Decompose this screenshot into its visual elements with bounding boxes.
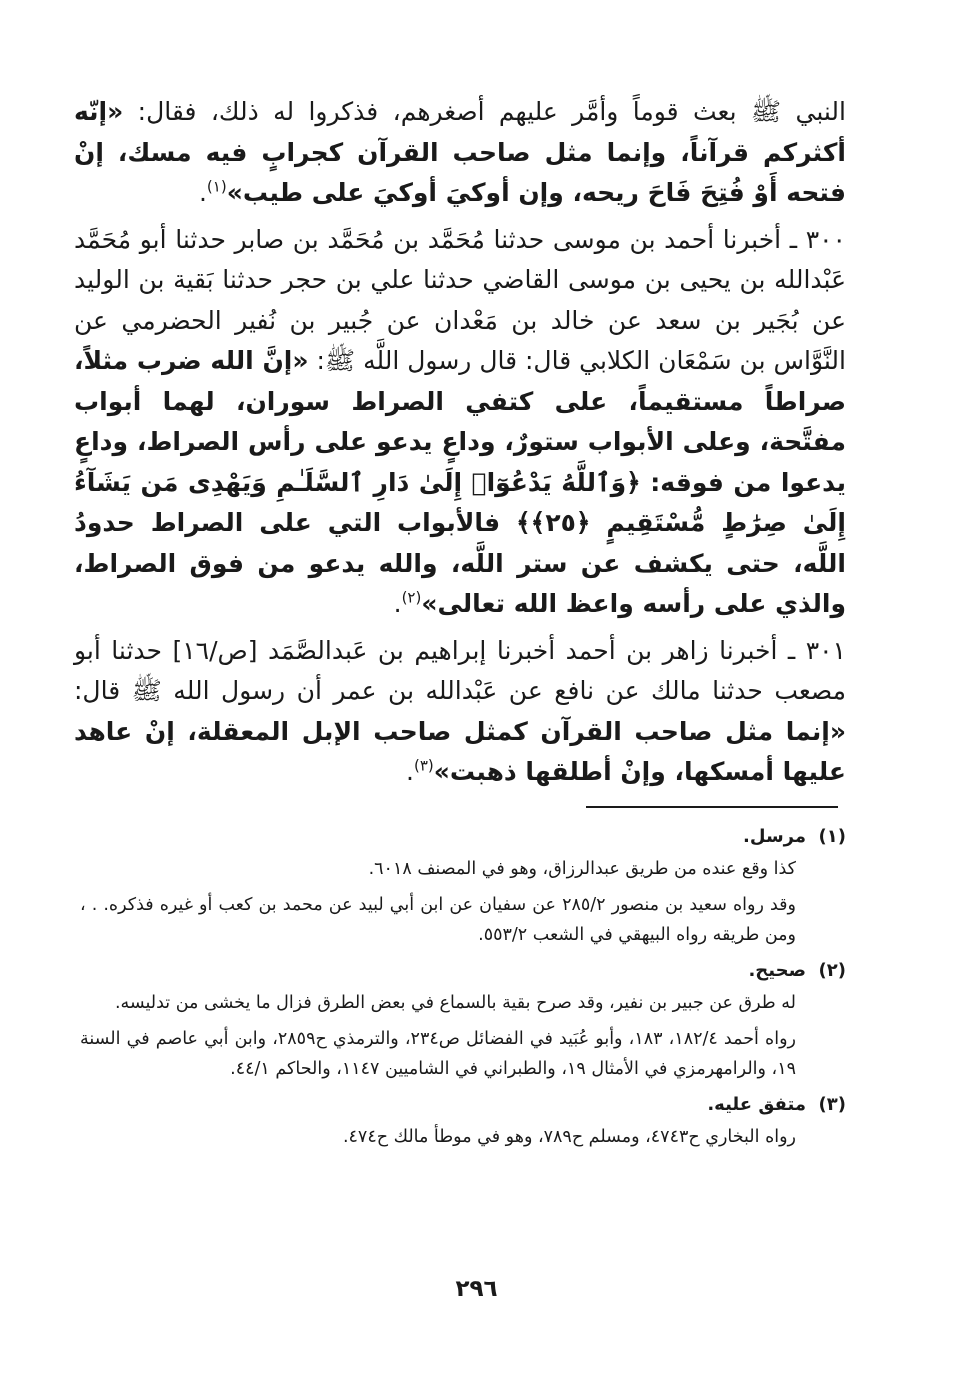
footnote-number: (١) bbox=[818, 826, 846, 847]
footnote-title: متفق عليه. bbox=[707, 1094, 806, 1115]
period: . bbox=[198, 178, 207, 207]
paragraph-text: ٣٠٠ ـ أخبرنا أحمد بن موسى حدثنا مُحَمَّد بن مُحَمَّد بن صابر حدثنا أبو مُحَمَّد عَبْدالله بن يحيى بن موسى القاضي حدثنا علي بن حجر حدثنا بَقية بن الوليد عن بُجَير بن سعد عن خالد بن مَعْدان عن جُبير بن نُفير الحضرمي عن النَّوَّاس بن سَمْعَان الكلابي قال: قال رسول اللَّه ﷺ: bbox=[74, 224, 846, 375]
footnote-2-line-2: رواه أحمد ١٨٢/٤، ١٨٣، وأبو عُبَيد في الفضائل ص٢٣٤، والترمذي ح٢٨٥٩، وابن أبي عاصم في السنة ١٩، والرامهرمزي في الأمثال ١٩، والطبراني في الشاميين ١١٤٧، والحاكم ٤٤/١. bbox=[80, 1029, 796, 1079]
paragraph-301 bbox=[74, 631, 846, 793]
hadith-text: «إنّه أكثركم قرآناً، وإنما مثل صاحب القرآن كجرابٍ فيه مسك، إنْ فتحه أَوْ فُتِحَ فَاحَ ريحه، وإن أوكيَ أوكيَ على طيب» bbox=[74, 97, 846, 207]
footnote-title: مرسل. bbox=[743, 826, 806, 847]
footnote-2-line-1: له طرق عن جبير بن نفير، وقد صرح بقية بالسماع في بعض الطرق فزال ما يخشى من تدليسه. bbox=[114, 993, 796, 1013]
paragraph-299-continued bbox=[74, 92, 846, 214]
footnote-ref: (١) bbox=[206, 177, 227, 196]
paragraph-text: ٣٠١ ـ أخبرنا زاهر بن أحمد أخبرنا إبراهيم بن عَبدالصَّمَد [ص/١٦] حدثنا أبو مصعب حدثنا مالك عن نافع عن عَبْدالله بن عمر أن رسول الله ﷺ قال: bbox=[74, 635, 846, 705]
footnotes bbox=[80, 822, 846, 1158]
footnote-number: (٣) bbox=[818, 1094, 846, 1115]
hadith-text: «إنما مثل صاحب القرآن كمثل صاحب الإبل المعقلة، إنْ عاهد عليها أمسكها، وإنْ أطلقها ذهبت» bbox=[74, 716, 846, 786]
footnote-3-line-1: رواه البخاري ح٤٧٤٣، ومسلم ح٧٨٩، وهو في موطأ مالك ح٤٧٤. bbox=[342, 1127, 796, 1147]
paragraph-text: النبي ﷺ بعث قوماً وأمَّر عليهم أصغرهم، فذكروا له ذلك، فقال: bbox=[123, 97, 846, 126]
period: . bbox=[406, 757, 414, 786]
footnote-separator bbox=[586, 806, 838, 808]
page-number: ٢٩٦ bbox=[455, 1276, 498, 1302]
footnote-number: (٢) bbox=[818, 960, 846, 981]
footnote-title: صحيح. bbox=[748, 960, 806, 981]
hadith-text: «إنَّ الله ضرب مثلاً، صراطاً مستقيماً، على كتفي الصراط سوران، لهما أبواب مفتَّحة، وعلى الأبواب ستورٌ، وداعٍ يدعو على رأس الصراط، وداعٍ يدعوا من فوقه: ﴿وَٱللَّهُ يَدْعُوٓا۟ إِلَىٰ دَارِ ٱلسَّلَـٰمِ وَيَهْدِى مَن يَشَآءُ إِلَىٰ صِرَٰطٍ مُّسْتَقِيمٍ ﴿٢٥﴾﴾ فالأبواب التي على الصراط حدودُ اللَّه، حتى يكشف عن ستر اللَّه، والله يدعو من فوق الصراط، والذي على رأسه واعظ الله تعالى» bbox=[74, 346, 846, 618]
footnote-1-heading bbox=[80, 822, 846, 852]
footnote-3-heading bbox=[80, 1090, 846, 1120]
footnote-1-line-2: وقد رواه سعيد بن منصور ٢٨٥/٢ عن سفيان عن ابن أبي لبيد عن محمد بن كعب أو غيره فذكره. . ، ومن طريقه رواه البيهقي في الشعب ٥٥٣/٢. bbox=[80, 895, 796, 945]
paragraph-300 bbox=[74, 220, 846, 625]
footnote-ref: (٢) bbox=[401, 588, 422, 607]
period: . bbox=[393, 589, 402, 618]
footnote-1-line-1: كذا وقع عنده من طريق عبدالرزاق، وهو في المصنف ٦٠١٨. bbox=[368, 859, 796, 879]
footnote-ref: (٣) bbox=[413, 756, 434, 775]
footnote-2-heading bbox=[80, 956, 846, 986]
main-text bbox=[74, 92, 846, 793]
